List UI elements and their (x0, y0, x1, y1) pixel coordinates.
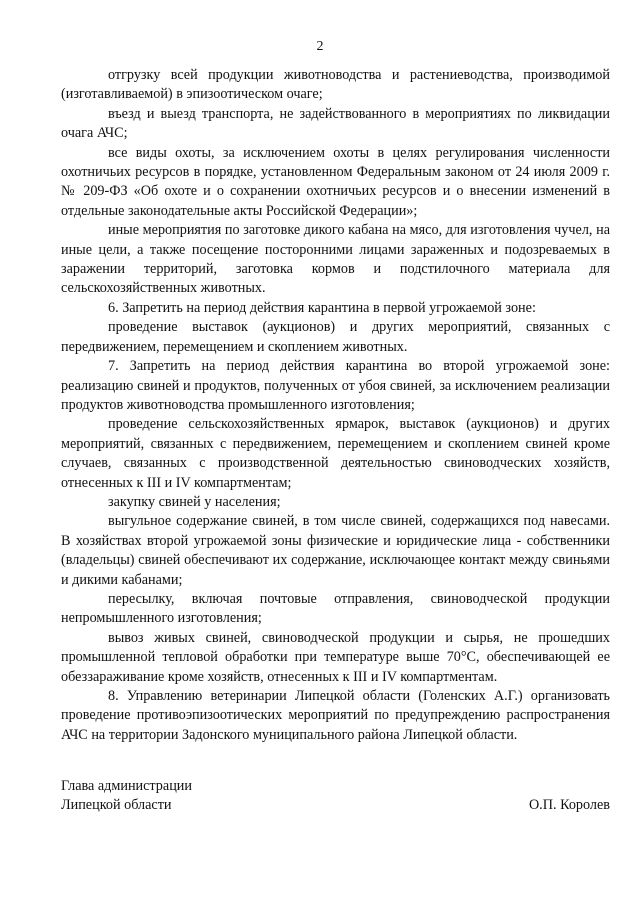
paragraph-item-7: 7. Запретить на период действия карантина во второй угрожаемой зоне: реализацию свиней и продуктов, полученных от убоя свиней, за исключением реализации продуктов животноводства промышленного изготовления; (61, 358, 610, 413)
paragraph-hunting-ban: все виды охоты, за исключением охоты в целях регулирования численности охотничьих ресурсов в порядке, установленном Федеральным законом от 24 июля 2009 г. № 209-ФЗ «Об охоте и о сохранении охотничьих ресурсов и о внесении изменений в отдельные законодательные акты Российской Федерации»; (61, 144, 610, 219)
document-body (61, 66, 610, 745)
signature-block (61, 777, 610, 816)
paragraph-purchase-ban: закупку свиней у населения; (108, 493, 281, 510)
signatory-title-line2: Липецкой области (61, 797, 172, 814)
page-number: 2 (316, 39, 324, 54)
paragraph-transport-ban: въезд и выезд транспорта, не задействованного в мероприятиях по ликвидации очага АЧС; (61, 105, 610, 142)
paragraph-other-measures: иные мероприятия по заготовке дикого кабана на мясо, для изготовления чучел, на иные цели, а также посещение посторонними лицами зараженных и подозреваемых в заражении территорий, заготовка кормов и подстилочного материала для сельскохозяйственных животных. (61, 222, 610, 297)
paragraph-mailing-ban: пересылку, включая почтовые отправления, свиноводческой продукции непромышленного изготовления; (61, 590, 610, 627)
paragraph-export-ban: вывоз живых свиней, свиноводческой продукции и сырья, не прошедших промышленной тепловой обработки при температуре выше 70°С, обеспечивающей ее обеззараживание кроме хозяйств, отнесенных к III и IV компартментам. (61, 629, 610, 685)
paragraph-free-range-ban: выгульное содержание свиней, в том числе свиней, содержащихся под навесами. В хозяйствах второй угрожаемой зоны физические и юридические лица - собственники (владельцы) свиней обеспечивают их содержание, исключающее контакт между свиньями и дикими кабанами; (61, 513, 610, 588)
signatory-title-line1: Глава администрации (61, 778, 192, 794)
paragraph-item-6: 6. Запретить на период действия карантина в первой угрожаемой зоне: (108, 299, 536, 316)
paragraph-shipment-ban: отгрузку всей продукции животноводства и растениеводства, производимой (изготавливаемой) в эпизоотическом очаге; (61, 67, 610, 103)
paragraph-item-8: 8. Управлению ветеринарии Липецкой области (Голенских А.Г.) организовать проведение противоэпизоотических мероприятий по предупреждению распространения АЧС на территории Задонского муниципального района Липецкой области. (61, 688, 610, 743)
paragraph-exhibitions-ban: проведение выставок (аукционов) и других мероприятий, связанных с передвижением, перемещением и скоплением животных. (61, 319, 610, 355)
signatory-name: О.П. Королев (528, 797, 610, 814)
paragraph-fairs-ban: проведение сельскохозяйственных ярмарок, выставок (аукционов) и других мероприятий, связанных с передвижением, перемещением и скоплением свиней кроме случаев, связанных с производственной деятельностью свиноводческих хозяйств, отнесенных к III и IV компартментам; (61, 416, 610, 491)
signature-row (61, 796, 610, 815)
